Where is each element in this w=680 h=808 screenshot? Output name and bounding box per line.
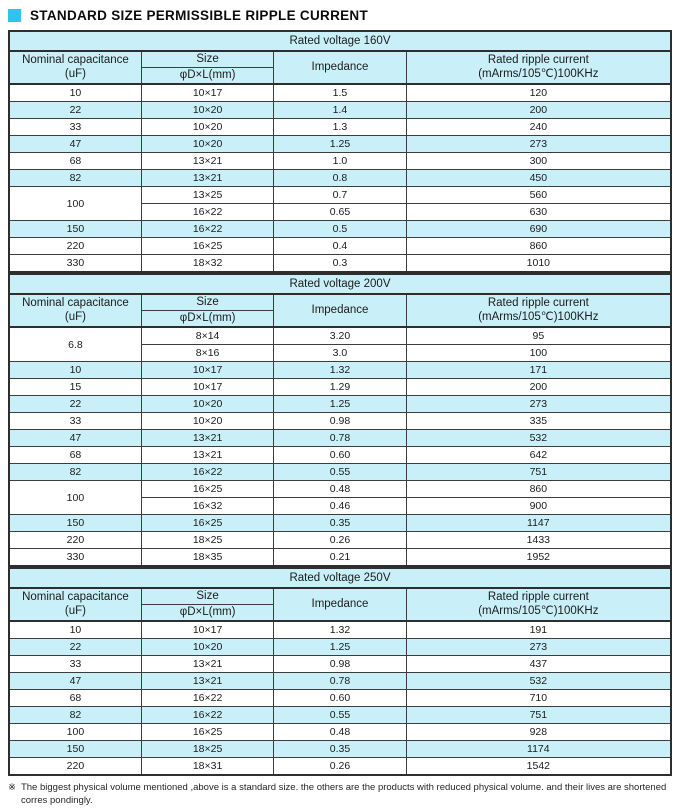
cell-size: 18×35 [141,549,273,567]
cell-ripple-current: 860 [406,481,671,498]
ripple-header-line2: (mArms/105℃)100KHz [478,67,599,80]
table-body [9,274,671,566]
cell-impedance: 0.55 [274,707,406,724]
cell-size: 13×21 [141,447,273,464]
column-header-row-1 [9,294,671,311]
tables-container [8,30,672,776]
cell-size: 13×25 [141,187,273,204]
col-header-ripple-current [406,294,671,327]
cell-capacitance: 100 [9,481,141,515]
cell-size: 10×20 [141,136,273,153]
cell-impedance: 0.26 [274,532,406,549]
table-row [9,532,671,549]
cell-size: 18×25 [141,532,273,549]
cell-impedance: 3.0 [274,345,406,362]
cell-size: 16×22 [141,221,273,238]
cell-size: 16×25 [141,515,273,532]
cell-ripple-current: 120 [406,84,671,102]
cell-impedance: 0.48 [274,481,406,498]
column-header-row-1 [9,588,671,605]
cell-capacitance: 68 [9,153,141,170]
cell-ripple-current: 1433 [406,532,671,549]
capacitance-header-line1: Nominal capacitance [22,591,129,604]
cell-ripple-current: 450 [406,170,671,187]
cell-ripple-current: 335 [406,413,671,430]
cell-ripple-current: 751 [406,707,671,724]
cell-size: 10×20 [141,119,273,136]
table-row [9,464,671,481]
cell-ripple-current: 642 [406,447,671,464]
footnote [8,782,672,808]
cell-impedance: 0.55 [274,464,406,481]
cell-impedance: 0.48 [274,724,406,741]
cell-size: 18×25 [141,741,273,758]
cell-impedance: 0.78 [274,430,406,447]
cell-size: 16×22 [141,204,273,221]
ripple-header-line2: (mArms/105℃)100KHz [478,310,599,323]
cell-impedance: 1.25 [274,396,406,413]
cell-capacitance: 150 [9,221,141,238]
cell-size: 18×32 [141,255,273,273]
table-row [9,153,671,170]
voltage-band-row [9,568,671,588]
table-row [9,413,671,430]
cell-capacitance: 22 [9,639,141,656]
cell-impedance: 0.7 [274,187,406,204]
cell-impedance: 0.4 [274,238,406,255]
cell-capacitance: 10 [9,84,141,102]
col-header-size-dimensions: φD×L(mm) [141,68,273,85]
cell-capacitance: 82 [9,707,141,724]
cell-ripple-current: 690 [406,221,671,238]
col-header-size: Size [141,588,273,605]
cell-impedance: 1.25 [274,136,406,153]
col-header-capacitance [9,51,141,84]
cell-size: 10×17 [141,362,273,379]
cell-size: 16×25 [141,238,273,255]
col-header-size: Size [141,51,273,68]
cell-ripple-current: 1952 [406,549,671,567]
col-header-impedance: Impedance [274,51,406,84]
cell-ripple-current: 100 [406,345,671,362]
cell-ripple-current: 300 [406,153,671,170]
cell-capacitance: 6.8 [9,327,141,362]
cell-capacitance: 100 [9,724,141,741]
table-row [9,362,671,379]
cell-capacitance: 220 [9,532,141,549]
cell-impedance: 1.4 [274,102,406,119]
cell-size: 10×20 [141,102,273,119]
capacitance-header-line1: Nominal capacitance [22,54,129,67]
cell-size: 13×21 [141,673,273,690]
cell-ripple-current: 560 [406,187,671,204]
table-row [9,515,671,532]
col-header-impedance: Impedance [274,588,406,621]
capacitance-header-line1: Nominal capacitance [22,297,129,310]
cell-size: 10×17 [141,621,273,639]
table-row [9,690,671,707]
title-bullet-icon [8,9,21,22]
cell-capacitance: 220 [9,238,141,255]
cell-ripple-current: 860 [406,238,671,255]
cell-ripple-current: 191 [406,621,671,639]
table-row [9,238,671,255]
cell-ripple-current: 95 [406,327,671,345]
cell-ripple-current: 273 [406,396,671,413]
cell-capacitance: 82 [9,464,141,481]
cell-capacitance: 33 [9,656,141,673]
ripple-header-line1: Rated ripple current [487,591,589,604]
cell-size: 16×22 [141,690,273,707]
page-title-row [8,6,672,24]
table-row [9,136,671,153]
cell-impedance: 1.32 [274,621,406,639]
table-row [9,707,671,724]
col-header-size-dimensions: φD×L(mm) [141,311,273,328]
cell-size: 10×17 [141,84,273,102]
cell-impedance: 0.3 [274,255,406,273]
table-row [9,673,671,690]
cell-capacitance: 68 [9,447,141,464]
cell-size: 8×16 [141,345,273,362]
cell-ripple-current: 273 [406,136,671,153]
cell-impedance: 0.60 [274,447,406,464]
col-header-ripple-current [406,51,671,84]
cell-size: 10×20 [141,413,273,430]
cell-capacitance: 220 [9,758,141,776]
ripple-table-160v [8,30,672,273]
table-row [9,741,671,758]
cell-size: 8×14 [141,327,273,345]
ripple-header-line1: Rated ripple current [487,54,589,67]
cell-ripple-current: 200 [406,102,671,119]
cell-capacitance: 330 [9,549,141,567]
cell-size: 13×21 [141,170,273,187]
table-row [9,221,671,238]
cell-ripple-current: 273 [406,639,671,656]
cell-impedance: 0.65 [274,204,406,221]
cell-size: 13×21 [141,153,273,170]
cell-capacitance: 47 [9,430,141,447]
cell-impedance: 0.35 [274,741,406,758]
cell-ripple-current: 710 [406,690,671,707]
capacitance-header-line2: (uF) [64,310,86,323]
cell-capacitance: 68 [9,690,141,707]
cell-capacitance: 47 [9,673,141,690]
cell-capacitance: 10 [9,362,141,379]
cell-impedance: 1.3 [274,119,406,136]
cell-capacitance: 15 [9,379,141,396]
cell-ripple-current: 437 [406,656,671,673]
cell-impedance: 0.98 [274,413,406,430]
table-row [9,170,671,187]
footnote-text: The biggest physical volume mentioned ,above is a standard size. the others are the products with reduced physical volume. and their lives are shortened corres pondingly. [20,782,667,806]
cell-impedance: 0.78 [274,673,406,690]
cell-impedance: 1.29 [274,379,406,396]
col-header-size: Size [141,294,273,311]
col-header-size-dimensions: φD×L(mm) [141,605,273,622]
footnote-marker: ※ [8,782,16,793]
voltage-band-label: Rated voltage 160V [9,31,671,51]
col-header-capacitance [9,294,141,327]
cell-capacitance: 82 [9,170,141,187]
capacitance-header-line2: (uF) [64,67,86,80]
table-row [9,327,671,345]
table-row [9,187,671,204]
ripple-header-line2: (mArms/105℃)100KHz [478,604,599,617]
cell-ripple-current: 532 [406,673,671,690]
cell-ripple-current: 900 [406,498,671,515]
table-row [9,255,671,273]
cell-ripple-current: 532 [406,430,671,447]
cell-impedance: 0.98 [274,656,406,673]
cell-ripple-current: 630 [406,204,671,221]
table-row [9,84,671,102]
table-row [9,481,671,498]
capacitance-header-line2: (uF) [64,604,86,617]
cell-impedance: 0.21 [274,549,406,567]
voltage-band-row [9,31,671,51]
cell-impedance: 0.8 [274,170,406,187]
cell-capacitance: 33 [9,119,141,136]
cell-impedance: 1.0 [274,153,406,170]
cell-capacitance: 100 [9,187,141,221]
cell-capacitance: 150 [9,515,141,532]
cell-ripple-current: 928 [406,724,671,741]
voltage-band-label: Rated voltage 200V [9,274,671,294]
cell-capacitance: 33 [9,413,141,430]
cell-impedance: 0.60 [274,690,406,707]
table-row [9,549,671,567]
table-row [9,724,671,741]
cell-capacitance: 10 [9,621,141,639]
table-row [9,379,671,396]
table-row [9,102,671,119]
cell-impedance: 0.35 [274,515,406,532]
cell-capacitance: 22 [9,396,141,413]
cell-ripple-current: 240 [406,119,671,136]
cell-size: 18×31 [141,758,273,776]
col-header-ripple-current [406,588,671,621]
table-row [9,396,671,413]
voltage-band-row [9,274,671,294]
cell-impedance: 0.26 [274,758,406,776]
cell-ripple-current: 1174 [406,741,671,758]
cell-impedance: 3.20 [274,327,406,345]
cell-impedance: 0.46 [274,498,406,515]
cell-ripple-current: 171 [406,362,671,379]
cell-ripple-current: 751 [406,464,671,481]
cell-ripple-current: 1147 [406,515,671,532]
table-row [9,656,671,673]
table-body [9,31,671,272]
cell-size: 16×22 [141,464,273,481]
ripple-table-200v [8,273,672,567]
cell-capacitance: 47 [9,136,141,153]
cell-size: 16×25 [141,481,273,498]
ripple-table-250v [8,567,672,776]
cell-ripple-current: 1010 [406,255,671,273]
cell-impedance: 1.25 [274,639,406,656]
page-title: STANDARD SIZE PERMISSIBLE RIPPLE CURRENT [30,7,369,23]
cell-size: 16×25 [141,724,273,741]
cell-capacitance: 22 [9,102,141,119]
cell-impedance: 1.32 [274,362,406,379]
column-header-row-1 [9,51,671,68]
cell-size: 16×32 [141,498,273,515]
table-row [9,639,671,656]
cell-size: 13×21 [141,430,273,447]
cell-capacitance: 150 [9,741,141,758]
cell-size: 10×20 [141,639,273,656]
cell-capacitance: 330 [9,255,141,273]
ripple-header-line1: Rated ripple current [487,297,589,310]
col-header-impedance: Impedance [274,294,406,327]
cell-impedance: 1.5 [274,84,406,102]
cell-size: 10×17 [141,379,273,396]
voltage-band-label: Rated voltage 250V [9,568,671,588]
table-row [9,447,671,464]
cell-size: 13×21 [141,656,273,673]
table-row [9,119,671,136]
table-row [9,430,671,447]
cell-impedance: 0.5 [274,221,406,238]
col-header-capacitance [9,588,141,621]
table-row [9,758,671,776]
cell-size: 16×22 [141,707,273,724]
table-row [9,621,671,639]
cell-size: 10×20 [141,396,273,413]
cell-ripple-current: 1542 [406,758,671,776]
cell-ripple-current: 200 [406,379,671,396]
table-body [9,568,671,775]
